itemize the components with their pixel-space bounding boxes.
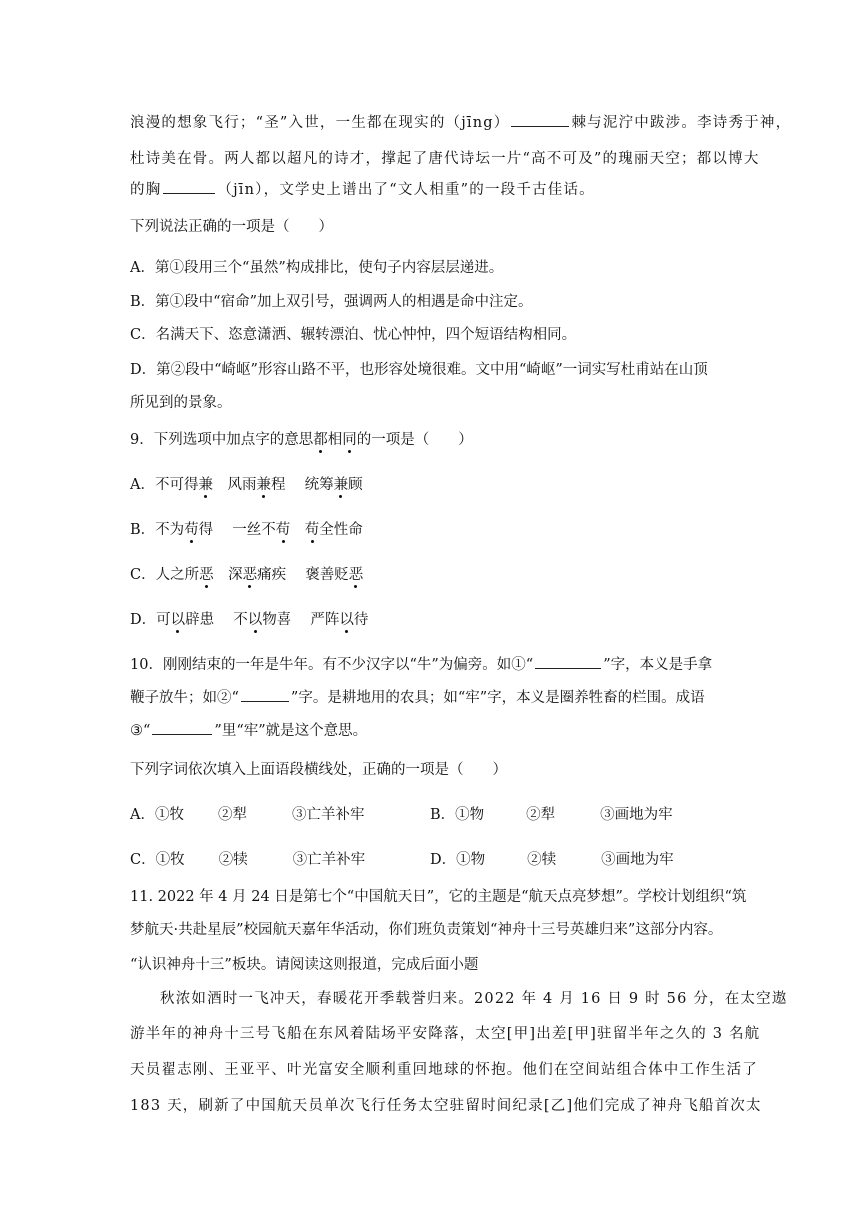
q9-option-c[interactable]: C．人之所恶 深恶痛疾 褒善贬恶 [130,567,364,583]
passage-line-1 [130,112,791,133]
q10-option-b[interactable]: B．①物 ②犁 ③画地为牢 [430,807,673,823]
q9-stem: 9．下列选项中加点字的意思都相同的一项是（ ） [130,432,473,448]
passage-line-2: 杜诗美在骨。两人都以超凡的诗才，撑起了唐代诗坛一片“高不可及”的瑰丽天空；都以博大 [130,151,760,167]
passage-text: 的胸 [130,182,162,198]
answer-blank[interactable] [535,654,601,669]
passage-line-3 [130,179,595,200]
report-paragraph-line-4: 183 天，刷新了中国航天员单次飞行任务太空驻留时间纪录[乙]他们完成了神舟飞船首次太 [130,1098,762,1114]
q8-option-d[interactable]: D．第②段中“崎岖”形容山路不平，也形容处境很难。文中用“崎岖”一词实写杜甫站在山顶 [130,362,708,378]
q8-stem: 下列说法正确的一项是（ ） [130,219,333,235]
answer-blank[interactable] [152,720,212,735]
q10-stem: 下列字词依次填入上面语段横线处，正确的一项是（ ） [130,762,507,778]
answer-blank[interactable] [511,112,569,127]
passage-text: （jīn），文学史上谱出了“文人相重”的一段千古佳话。 [217,182,595,198]
q10-line-2: 鞭子放牛；如②“ ”字。是耕地用的农具；如“牢”字，本义是圈养牲畜的栏围。成语 [130,687,705,708]
q10-option-c[interactable]: C．①牧 ②犊 ③亡羊补牢 [130,852,366,868]
q10-line-1: 10．刚刚结束的一年是牛年。有不少汉字以“牛”为偏旁。如①“ ”字，本义是手拿 [130,654,712,675]
report-paragraph-line-3: 天员翟志刚、王亚平、叶光富安全顺利重回地球的怀抱。他们在空间站组合体中工作生活了 [130,1062,758,1078]
q8-option-c[interactable]: C．名满天下、恣意潇洒、辗转漂泊、忧心忡忡，四个短语结构相同。 [130,327,577,343]
q8-option-b[interactable]: B．第①段中“宿命”加上双引号，强调两人的相遇是命中注定。 [130,294,533,310]
answer-blank[interactable] [163,179,215,194]
report-paragraph-line-2: 游半年的神舟十三号飞船在东风着陆场平安降落，太空[甲]出差[甲]驻留半年之久的 3 名航 [130,1026,761,1042]
q11-line-3: “认识神舟十三”板块。请阅读这则报道，完成后面小题 [130,957,479,973]
q9-option-d[interactable]: D．可以辟患 不以物喜 严阵以待 [130,612,369,628]
q10-option-d[interactable]: D．①物 ②犊 ③画地为牢 [430,852,674,868]
q9-option-a[interactable]: A．不可得兼 风雨兼程 统筹兼顾 [130,477,363,493]
q11-line-1: 11. 2022 年 4 月 24 日是第七个“中国航天日”，它的主题是“航天点亮梦想”。学校计划组织“筑 [130,889,747,905]
passage-text: 浪漫的想象飞行；“圣”入世，一生都在现实的（jīng） [130,115,510,131]
q9-option-b[interactable]: B．不为苟得 一丝不苟 苟全性命 [130,522,363,538]
report-paragraph-line-1: 秋浓如酒时一飞冲天，春暖花开季载誉归来。2022 年 4 月 16 日 9 时 56 分，在太空遨 [160,991,788,1007]
q8-option-d-cont: 所见到的景象。 [130,395,232,411]
q10-option-a[interactable]: A．①牧 ②犁 ③亡羊补牢 [130,807,365,823]
answer-blank[interactable] [241,687,289,702]
q8-option-a[interactable]: A．第①段用三个“虽然”构成排比，使句子内容层层递进。 [130,260,504,276]
q10-line-3: ③“ ”里“牢”就是这个意思。 [130,720,367,741]
passage-text: 棘与泥泞中跋涉。李诗秀于神， [571,115,792,131]
q11-line-2: 梦航天·共赴星辰”校园航天嘉年华活动，你们班负责策划“神舟十三号英雄归来”这部分内容。 [130,922,723,938]
